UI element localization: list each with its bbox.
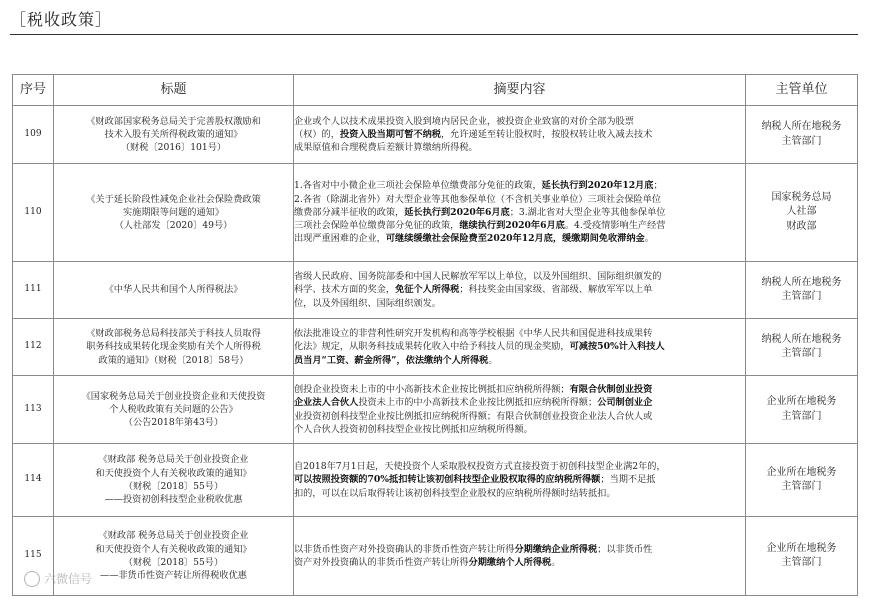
policy-summary [294,376,746,444]
summary-emphasis: 分期缴纳企业所得税 [514,543,598,555]
summary-line [294,473,745,486]
summary-text: 化法》规定，从职务科技成果转化收入中给予科技人员的现金奖励， [294,341,570,353]
authority-line: 主管部门 [781,135,822,147]
policy-title-line: （财税〔2018〕55号） [123,557,224,568]
summary-text: 企业或个人以技术成果投资入股到境内居民企业，被投资企业致富的对价全部为股票 [294,115,634,127]
tax-policy-table [12,74,858,596]
policy-title-line: 《财政部税务总局科技部关于科技人员取得 [86,328,261,340]
row-number: 113 [13,376,54,444]
policy-title-line: 实施期限等问题的通知》 [122,206,225,218]
policy-title-line: （人社部发〔2020〕49号） [114,220,233,232]
row-number: 114 [13,444,54,517]
summary-emphasis: 分期缴纳个人所得税 [468,557,552,568]
summary-text: 创投企业投资未上市的中小高新技术企业按比例抵扣应纳税所得额； [294,383,570,395]
table-row [13,262,858,319]
summary-line [294,354,745,367]
policy-title [54,262,294,319]
policy-summary [294,319,746,376]
policy-title [54,106,294,164]
policy-title [54,319,294,376]
table-row [13,517,858,596]
table-header-row [13,75,858,106]
summary-line [294,423,745,436]
policy-title-line: 和天使投资个人有关税收政策的通知》 [95,543,252,555]
table-row [13,164,858,262]
weibo-icon [24,571,40,587]
watermark [24,570,92,587]
policy-title-line: （财税〔2016〕101号） [120,142,227,154]
policy-title-line: 《财政部 税务总局关于创业投资企业 [98,530,249,542]
summary-line [294,327,745,340]
summary-text: 。 [488,354,498,366]
authority-line: 国家税务总局 [771,191,832,203]
summary-emphasis: 继续执行到2020年6月底 [459,220,565,232]
row-number: 109 [13,106,54,164]
summary-line [294,460,745,473]
policy-title [54,376,294,444]
summary-line [294,383,745,396]
authority-line: 纳税人所在地税务 [761,121,842,132]
authority [746,164,858,262]
summary-text: 业投资初创科技型企业按比例抵扣应纳税所得额；有限合伙制创业投资企业法人合伙人或 [294,410,653,422]
policy-title-line: 技术入股有关所得税政策的通知》 [104,128,243,140]
authority-line: 主管部门 [781,481,822,492]
authority-line: 企业所在地税务 [766,396,837,407]
authority-line: 纳税人所在地税务 [761,333,842,345]
policy-title-line: 职务科技成果转化现金奖励有关个人所得税 [86,341,261,353]
summary-text: 依法批准设立的非营利性研究开发机构和高等学校根据《中华人民共和国促进科技成果转 [294,328,653,340]
summary-line [294,340,745,353]
summary-text: ；3.湖北省对大型企业等其他参保单位 [509,206,666,218]
summary-line [294,193,745,206]
authority-line: 企业所在地税务 [766,542,837,554]
summary-emphasis: 投资入股当期可暂不纳税 [339,128,441,140]
header-unit: 主管单位 [746,75,858,106]
summary-line [294,270,745,283]
summary-text: ；以非货币性 [597,543,653,555]
policy-summary [294,262,746,319]
summary-emphasis: 员当月“工资、薪金所得”，依法缴纳个人所得税 [294,354,489,366]
summary-line [294,219,745,232]
summary-line [294,206,745,219]
summary-text: ；当期不足抵 [600,474,656,486]
header-summary: 摘要内容 [294,75,746,106]
policy-title [54,164,294,262]
policy-summary [294,164,746,262]
summary-line [294,556,745,569]
policy-summary [294,106,746,164]
authority-line: 主管部门 [781,410,822,422]
summary-text: 1.各省对中小微企业三项社会保险单位缴费部分免征的政策， [294,180,542,192]
summary-line [294,410,745,423]
summary-emphasis: 公司制创业企 [597,397,653,409]
policy-summary [294,444,746,517]
policy-title-line: 《中华人民共和国个人所得税法》 [104,284,243,296]
policy-title [54,444,294,517]
summary-line [294,297,745,310]
summary-emphasis: 可继续缓缴社会保险费至2020年12月底，缓缴期间免收滞纳金 [385,233,645,245]
policy-title-line: （财税〔2018〕55号） [123,481,224,492]
summary-text: 成果原值和合理税费后差额计算缴纳所得税。 [294,142,478,154]
summary-text: 自2018年7月1日起，天使投资个人采取股权投资方式直接投资于初创科技型企业满2年的， [294,461,666,473]
table-row [13,376,858,444]
policy-summary [294,517,746,596]
summary-emphasis: 企业法人合伙人 [294,397,359,409]
summary-text: 。 [644,233,654,245]
summary-text: 科学、技术方面的奖金， [294,284,396,296]
summary-emphasis: 可减按50%计入科技人 [569,341,665,353]
section-title: ［税收政策］ [10,10,113,29]
summary-line [294,115,745,128]
row-number: 115 [13,517,54,596]
authority [746,262,858,319]
summary-text: 2.各省（除湖北省外）对大型企业等其他参保单位（不含机关事业单位）三项社会保险单位 [294,193,662,205]
summary-line [294,179,745,192]
summary-line [294,232,745,245]
summary-text: 资产对外投资确认的非货币性资产转让所得 [294,557,469,568]
row-number: 112 [13,319,54,376]
summary-text: 位，以及外国组织、国际组织颁发。 [294,297,441,309]
summary-line [294,543,745,556]
row-number: 111 [13,262,54,319]
authority [746,319,858,376]
authority-line: 财政部 [786,220,817,232]
summary-text: 扣的，可以在以后取得转让该初创科技型企业股权的应纳税所得额时结转抵扣。 [294,487,616,499]
policy-title-line: 《财政部 税务总局关于创业投资企业 [98,454,249,466]
policy-title-line: 和天使投资个人有关税收政策的通知》 [95,467,252,479]
policy-title-line: 个人税收政策有关问题的公告》 [109,403,238,415]
row-number: 110 [13,164,54,262]
header-num: 序号 [13,75,54,106]
authority [746,444,858,517]
summary-text: （权）的， [294,128,340,140]
policy-title-line: ——投资初创科技型企业税收优惠 [104,494,243,506]
summary-text: 个人合伙人投资初创科技型企业按比例抵扣应纳税所得额。 [294,423,533,435]
summary-text: 三项社会保险单位缴费部分免征的政策， [294,220,460,232]
summary-text: 省级人民政府、国务院部委和中国人民解放军军以上单位，以及外国组织、国际组织颁发的 [294,271,662,283]
summary-emphasis: 有限合伙制创业投资 [569,383,653,395]
summary-emphasis: 延长执行到2020年6月底 [404,206,510,218]
policy-title-line: ——非货币性资产转让所得税收优惠 [100,570,247,582]
authority [746,517,858,596]
summary-line [294,396,745,409]
policy-title-line: 《国家税务总局关于创业投资企业和天使投资 [81,390,266,402]
summary-text: 。 [551,557,561,568]
authority-line: 纳税人所在地税务 [761,276,842,288]
authority-line: 主管部门 [781,291,822,302]
table-row [13,444,858,517]
authority-line: 企业所在地税务 [766,466,837,478]
policy-title-line: （公告2018年第43号） [123,417,224,429]
header-title: 标题 [54,75,294,106]
authority-line: 主管部门 [781,348,822,359]
policy-title-line: 《财政部国家税务总局关于完善股权激励和 [86,115,261,127]
policy-title-line: 《关于延长阶段性减免企业社会保险费政策 [86,193,261,205]
authority [746,106,858,164]
watermark-text: 六微信号 [44,572,93,586]
summary-text: 以非货币性资产对外投资确认的非货币性资产转让所得 [294,543,515,555]
authority-line: 人社部 [786,206,817,218]
summary-text: 。4.受疫情影响生产经营 [564,220,666,232]
authority [746,376,858,444]
table-row [13,106,858,164]
table-row [13,319,858,376]
summary-line [294,283,745,296]
section-header [10,6,858,35]
summary-line [294,141,745,154]
summary-line [294,487,745,500]
summary-text: 出现严重困难的企业， [294,233,386,245]
summary-text: ；科技奖金由国家级、省部级、解放军军以上单 [459,284,653,296]
summary-text: 投资未上市的中小高新技术企业按比例抵扣应纳税所得额； [358,397,598,409]
summary-line [294,128,745,141]
summary-emphasis: 可以按照投资额的70%抵扣转让该初创科技型企业股权取得的应纳税所得额 [294,474,601,486]
summary-text: ； [653,180,663,192]
summary-emphasis: 延长执行到2020年12月底 [541,180,654,192]
summary-text: 缴费部分减半征收的政策， [294,206,405,218]
summary-text: ，允许递延至转让股权时，按股权转让收入减去技术 [441,128,653,140]
authority-line: 主管部门 [781,557,822,568]
policy-title-line: 政策的通知》（财税〔2018〕58号） [98,354,249,366]
summary-emphasis: 免征个人所得税 [395,284,460,296]
